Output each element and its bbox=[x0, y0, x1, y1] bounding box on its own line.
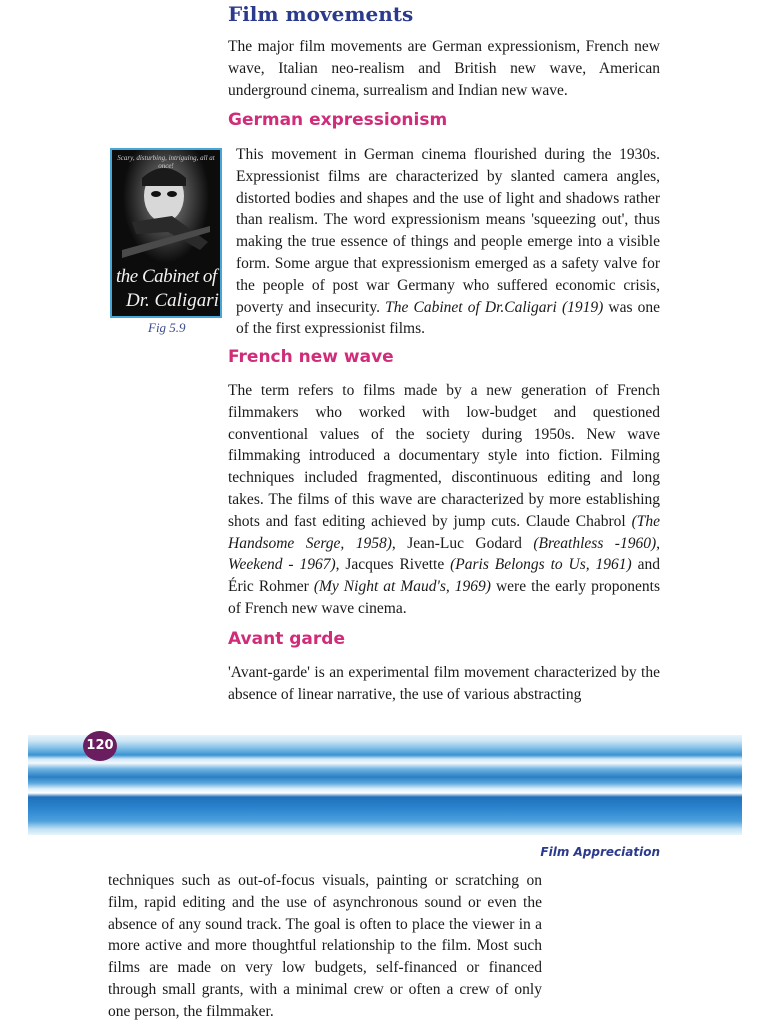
figure-caption: Fig 5.9 bbox=[148, 320, 186, 335]
french-film-3: (Paris Belongs to Us, 1961) bbox=[450, 556, 632, 574]
poster-title-line1: the Cabinet of bbox=[116, 266, 217, 287]
page-title: Film movements bbox=[228, 2, 414, 26]
french-film-2: (Breathless -1960), Weekend - 1967) bbox=[228, 534, 660, 574]
french-text-a: The term refers to films made by a new generation of French filmmakers who worked with low-budget and questioned conventional values of the society during 1950s. New wave filmmaking introduced a documentary style into fiction. Filming techniques included fragmented, discontinuous editing and long takes. The films of this wave are characterized by more establishing shots and fast editing achieved by jump cuts. Claude Chabrol bbox=[228, 382, 660, 530]
intro-paragraph: The major film movements are German expressionism, French new wave, Italian neo-realism and British new wave, American underground cinema, surrealism and Indian new wave. bbox=[228, 38, 660, 99]
french-text-b: , Jean-Luc Godard bbox=[391, 534, 522, 552]
german-film-title: The Cabinet of Dr.Caligari (1919) bbox=[385, 298, 604, 316]
french-text-d: and Éric Rohmer bbox=[228, 556, 660, 596]
german-text-a: This movement in German cinema flourished during the 1930s. Expressionist films are characterized by slanted camera angles, distorted bodies and shapes and the use of light and shadows rather than realism. The word expressionism means 'squeezing out', thus making the true essence of things and people emerge into a visible form. Some argue that expressionism emerged as a safety valve for the people of post war Germany who suffered economic crisis, poverty and insecurity. bbox=[236, 146, 660, 316]
french-film-4: (My Night at Maud's, 1969) bbox=[313, 578, 491, 596]
running-header: Film Appreciation bbox=[540, 845, 660, 859]
german-expressionism-paragraph bbox=[236, 144, 660, 340]
poster-title-line2: Dr. Caligari bbox=[126, 290, 219, 311]
french-text-e: were the early proponents of French new wave cinema. bbox=[228, 578, 660, 617]
cabinet-of-dr-caligari-poster bbox=[110, 148, 222, 318]
page-footer-band bbox=[28, 735, 742, 835]
french-text-c: , Jacques Rivette bbox=[335, 556, 445, 574]
french-new-wave-paragraph bbox=[228, 380, 660, 620]
french-new-wave-heading: French new wave bbox=[228, 347, 394, 367]
french-film-1: (The Handsome Serge, 1958) bbox=[228, 512, 661, 552]
avant-garde-heading: Avant garde bbox=[228, 629, 345, 649]
avant-garde-paragraph: 'Avant-garde' is an experimental film movement characterized by the absence of linear narrative, the use of various abstracting bbox=[228, 664, 660, 703]
page-number-badge: 120 bbox=[83, 731, 117, 761]
avant-garde-continued-paragraph: techniques such as out-of-focus visuals, painting or scratching on film, rapid editing and the use of asynchronous sound or even the absence of any sound track. The goal is often to place the viewer in a more active and more thoughtful relationship to the film. Most such films are made on very low budgets, self-financed or financed through small grants, with a minimal crew or often a crew of only one person, the filmmaker. bbox=[108, 872, 542, 1020]
german-text-b: was one of the first expressionist films. bbox=[236, 298, 661, 338]
german-expressionism-heading: German expressionism bbox=[228, 110, 448, 130]
poster-tagline: Scary, disturbing, intriguing, all at once! bbox=[117, 154, 215, 170]
